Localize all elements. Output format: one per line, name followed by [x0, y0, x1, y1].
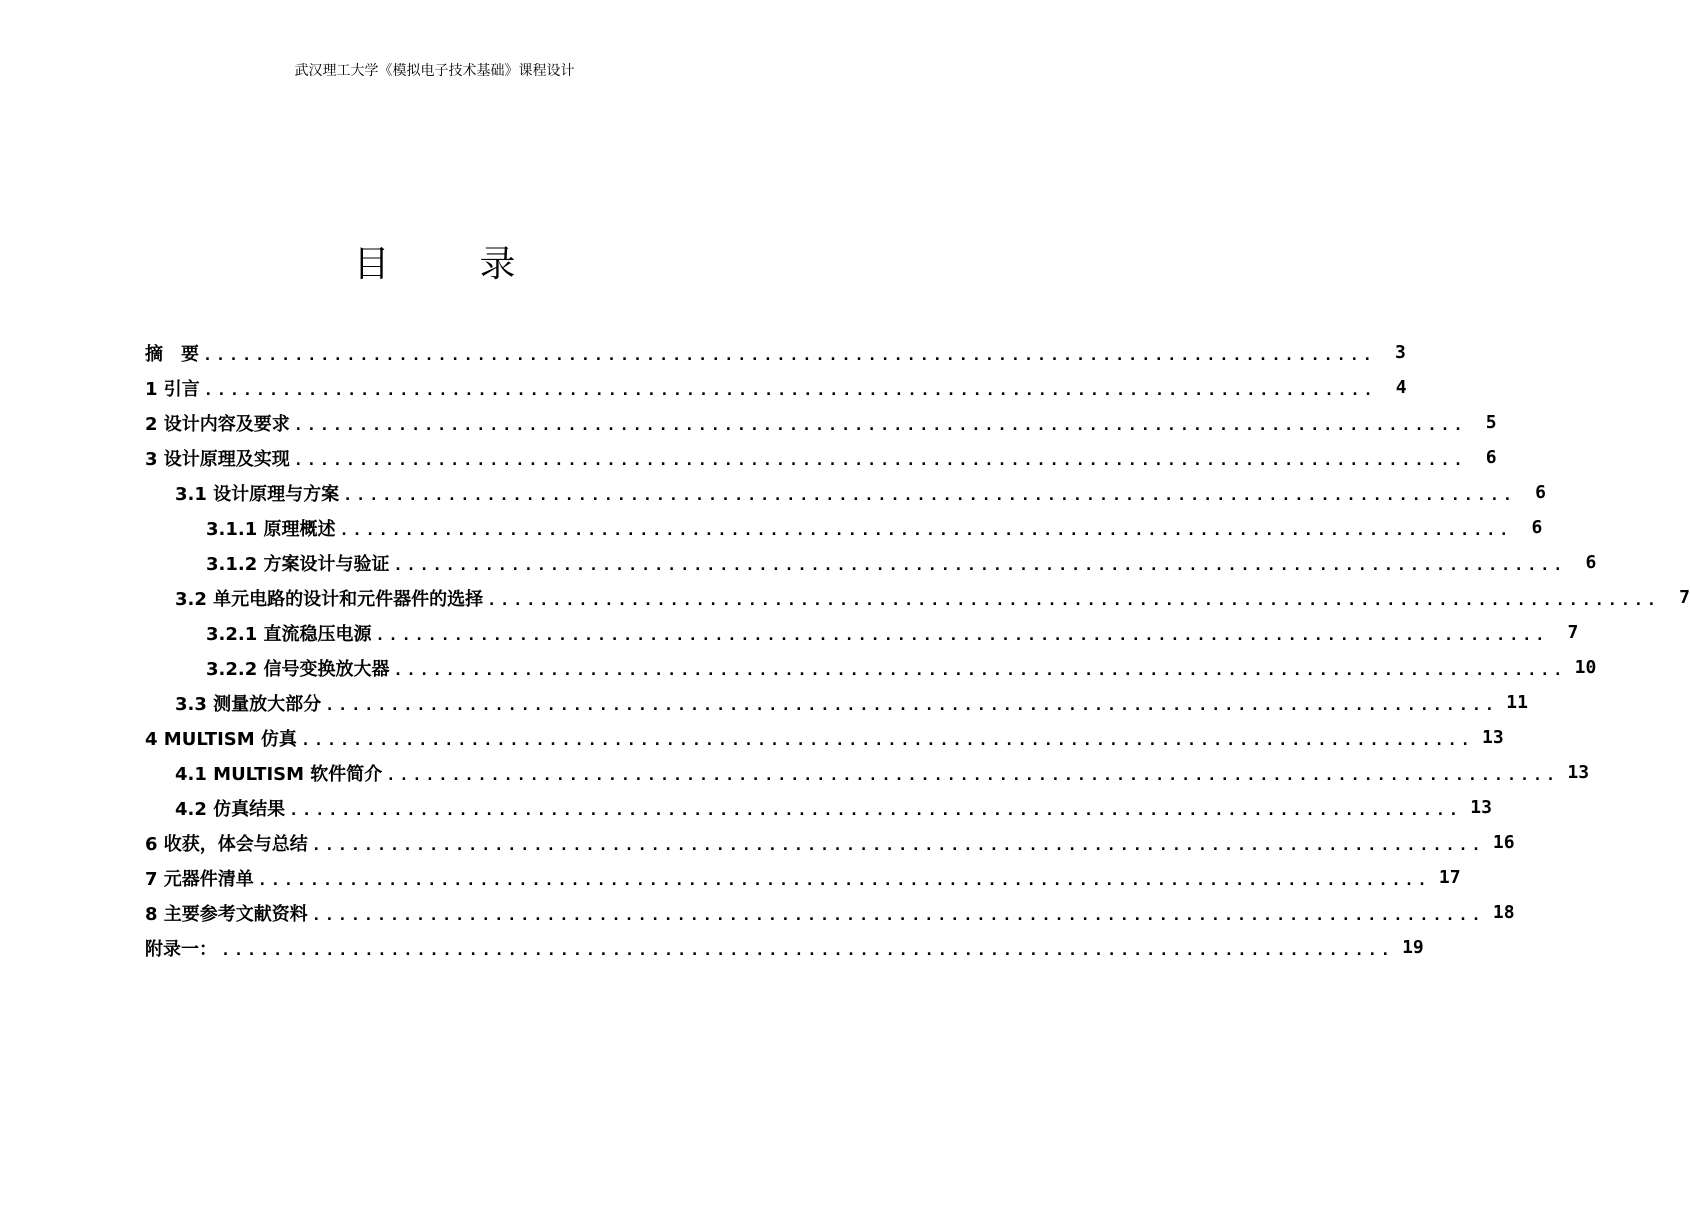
page-title	[0, 243, 869, 287]
toc-entry-label: 3.3 测量放大部分	[175, 693, 322, 715]
toc-entry-label: 4 MULTISM 仿真	[145, 728, 297, 750]
toc-leader-dots: ..........................................................................................	[257, 870, 1431, 889]
toc-entry-3-2[interactable]	[145, 580, 1690, 615]
toc-entry-label: 1 引言	[145, 378, 200, 400]
toc-page-number: 13	[1567, 762, 1590, 783]
toc-entry-4-1[interactable]	[145, 755, 1590, 790]
toc-page-number: 13	[1470, 797, 1492, 818]
toc-entry-3-2-2[interactable]	[145, 650, 1597, 685]
toc-entry-label: 摘 要	[145, 343, 199, 365]
toc-leader-dots: ..........................................................................................	[386, 765, 1560, 784]
toc-page-number: 13	[1482, 727, 1504, 748]
toc-page-number: 7	[1679, 587, 1690, 608]
toc-entry-label: 3.2.1 直流稳压电源	[206, 623, 372, 645]
toc-entry-abstract[interactable]	[145, 335, 1406, 370]
toc-page-number: 17	[1438, 867, 1461, 888]
toc-entry-label: 3.1.1 原理概述	[206, 518, 336, 540]
toc-leader-dots: ..........................................................................................	[393, 660, 1567, 679]
toc-entry-4-2[interactable]	[145, 790, 1492, 825]
toc-entry-label: 3.2.2 信号变换放大器	[206, 658, 390, 680]
toc-page-number: 16	[1492, 832, 1515, 853]
toc-page-number: 11	[1506, 692, 1528, 713]
toc-entry-component-list[interactable]	[145, 860, 1461, 895]
toc-leader-dots: ..........................................................................................	[293, 450, 1467, 469]
toc-page-number: 3	[1394, 342, 1406, 363]
toc-entry-label: 附录一：	[145, 938, 217, 960]
toc-leader-dots: ..........................................................................................	[325, 695, 1498, 714]
table-of-contents	[145, 335, 1690, 965]
toc-page-number: 5	[1485, 412, 1497, 433]
toc-page-number: 6	[1531, 517, 1543, 538]
toc-leader-dots: ..........................................................................................	[343, 485, 1516, 504]
toc-entry-label: 3.2 单元电路的设计和元件器件的选择	[175, 588, 484, 610]
toc-entry-label: 3.1 设计原理与方案	[175, 483, 340, 505]
toc-entry-label: 7 元器件清单	[145, 868, 254, 890]
toc-page-number: 4	[1395, 377, 1407, 398]
toc-entry-appendix-1[interactable]	[145, 930, 1424, 965]
toc-entry-label: 3.1.2 方案设计与验证	[206, 553, 390, 575]
toc-page-number: 10	[1574, 657, 1597, 678]
toc-page-number: 18	[1492, 902, 1515, 923]
toc-entry-3-2-1[interactable]	[145, 615, 1579, 650]
toc-leader-dots: ..........................................................................................	[487, 590, 1660, 609]
title-char-1: 目	[353, 244, 390, 285]
toc-entry-3-1[interactable]	[145, 475, 1546, 510]
page-header: 武汉理工大学《模拟电子技术基础》课程设计	[294, 63, 575, 79]
toc-entry-3-1-1[interactable]	[145, 510, 1543, 545]
toc-entry-multism-simulation[interactable]	[145, 720, 1504, 755]
toc-entry-introduction[interactable]	[145, 370, 1407, 405]
toc-page-number: 6	[1535, 482, 1546, 503]
toc-entry-design-requirements[interactable]	[145, 405, 1497, 440]
toc-page-number: 19	[1402, 937, 1424, 958]
toc-entry-label: 4.1 MULTISM 软件简介	[175, 763, 383, 785]
toc-page-number: 6	[1485, 447, 1497, 468]
toc-page-number: 7	[1567, 622, 1579, 643]
title-char-2: 录	[479, 244, 516, 285]
toc-leader-dots: ..........................................................................................	[339, 520, 1513, 539]
toc-page-number: 6	[1585, 552, 1597, 573]
toc-leader-dots: ..........................................................................................	[203, 345, 1376, 364]
toc-leader-dots: ..........................................................................................	[203, 380, 1377, 399]
toc-leader-dots: ..........................................................................................	[393, 555, 1567, 574]
toc-entry-3-1-2[interactable]	[145, 545, 1597, 580]
toc-entry-label: 4.2 仿真结果	[175, 798, 286, 820]
toc-entry-label: 6 收获，体会与总结	[145, 833, 308, 855]
toc-entry-summary[interactable]	[145, 825, 1515, 860]
toc-leader-dots: ..........................................................................................	[311, 835, 1485, 854]
toc-leader-dots: ..........................................................................................	[293, 415, 1467, 434]
toc-leader-dots: ..........................................................................................	[221, 940, 1394, 959]
toc-leader-dots: ..........................................................................................	[311, 905, 1485, 924]
toc-leader-dots: ..........................................................................................	[375, 625, 1549, 644]
toc-entry-label: 3 设计原理及实现	[145, 448, 290, 470]
toc-entry-design-principle[interactable]	[145, 440, 1497, 475]
toc-entry-3-3[interactable]	[145, 685, 1528, 720]
toc-leader-dots: ..........................................................................................	[300, 730, 1474, 749]
toc-entry-label: 8 主要参考文献资料	[145, 903, 308, 925]
toc-entry-label: 2 设计内容及要求	[145, 413, 290, 435]
toc-entry-references[interactable]	[145, 895, 1515, 930]
toc-leader-dots: ..........................................................................................	[289, 800, 1462, 819]
